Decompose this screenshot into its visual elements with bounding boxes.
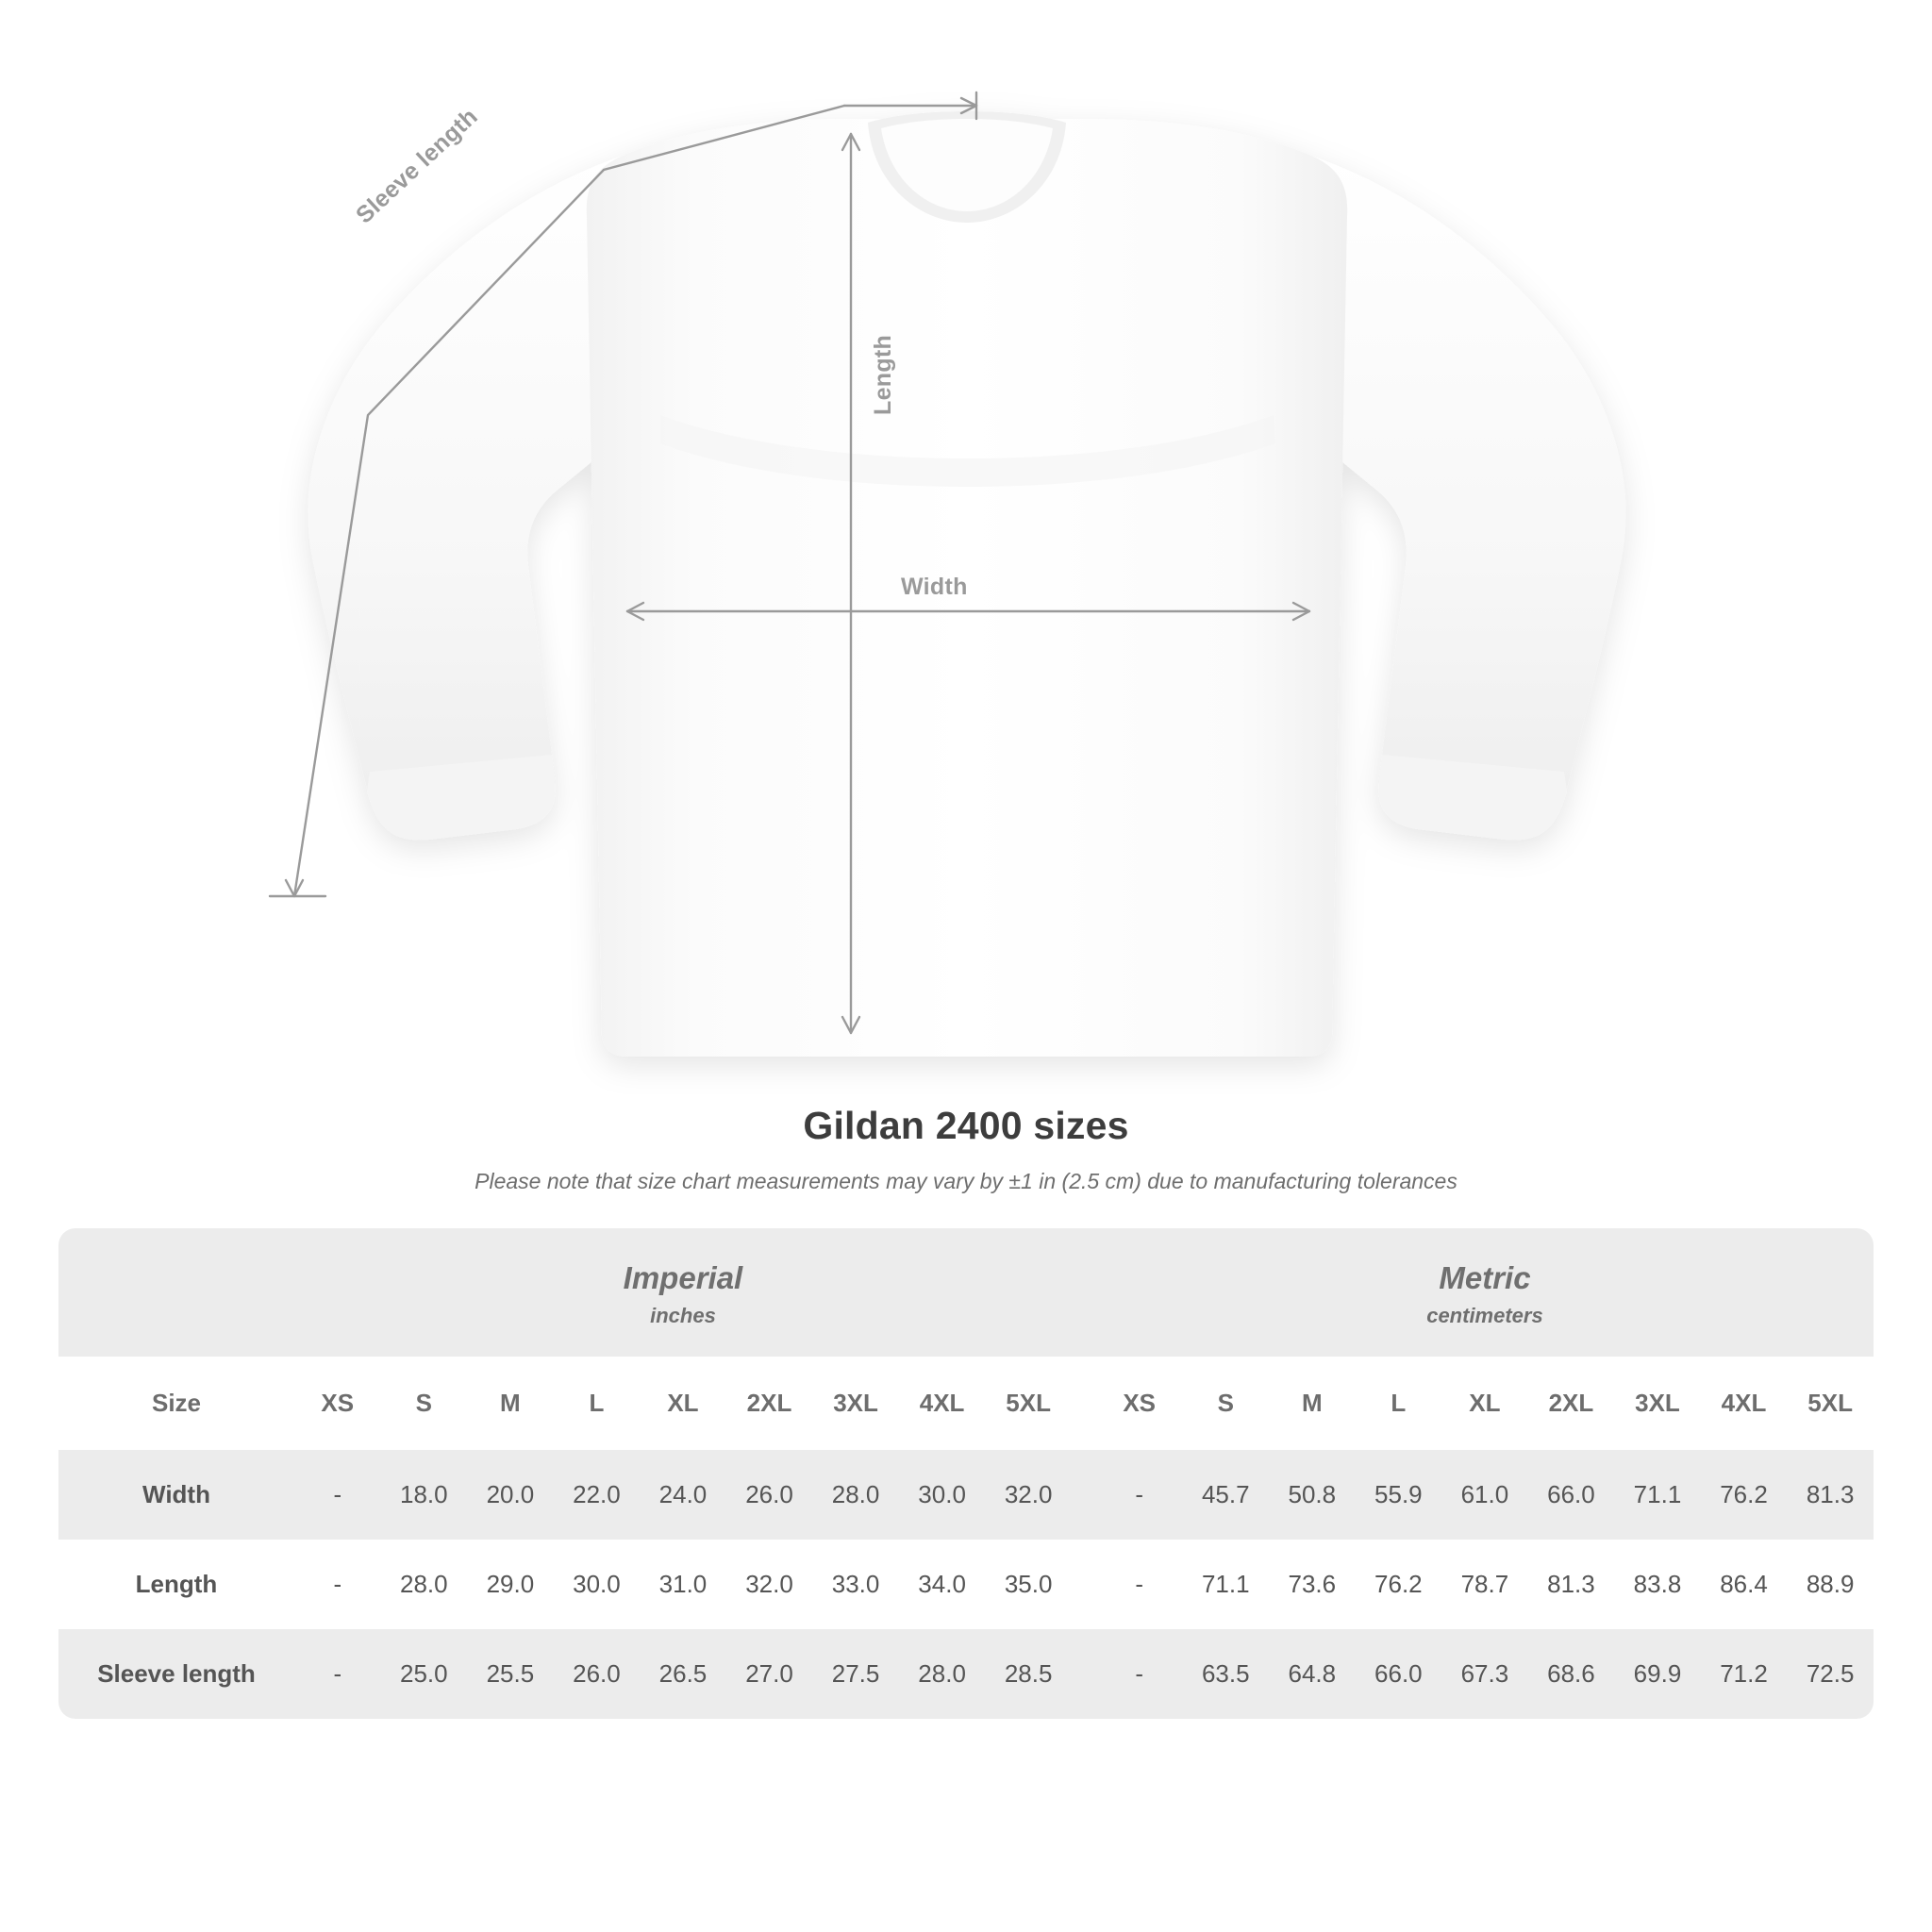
cell-length-metric-s: 71.1 xyxy=(1182,1540,1269,1629)
sleeve-length-dimension-label: Sleeve length xyxy=(351,103,483,229)
page-title: Gildan 2400 sizes xyxy=(803,1104,1129,1147)
unit-corner-cell xyxy=(58,1228,294,1357)
cell-length-spacer xyxy=(1072,1540,1096,1629)
cell-length-metric-m: 73.6 xyxy=(1269,1540,1356,1629)
cell-length-imperial-l: 30.0 xyxy=(554,1540,641,1629)
size-col-imperial-2xl: 2XL xyxy=(726,1357,813,1450)
size-col-metric-4xl: 4XL xyxy=(1701,1357,1788,1450)
size-col-imperial-m: M xyxy=(467,1357,554,1450)
size-col-metric-m: M xyxy=(1269,1357,1356,1450)
cell-width-metric-l: 55.9 xyxy=(1356,1450,1442,1540)
unit-metric-cell xyxy=(1096,1228,1874,1357)
cell-width-imperial-xl: 24.0 xyxy=(640,1450,726,1540)
unit-header-row xyxy=(58,1228,1874,1357)
length-dimension-label: Length xyxy=(870,334,896,415)
cell-sleeve-metric-2xl: 68.6 xyxy=(1528,1629,1615,1719)
cell-sleeve-metric-5xl: 72.5 xyxy=(1787,1629,1874,1719)
cell-length-imperial-m: 29.0 xyxy=(467,1540,554,1629)
cell-width-imperial-s: 18.0 xyxy=(381,1450,468,1540)
cell-sleeve-imperial-5xl: 28.5 xyxy=(985,1629,1072,1719)
tolerance-note: Please note that size chart measurements may vary by ±1 in (2.5 cm) due to manufacturing tolerances xyxy=(475,1169,1457,1193)
cell-width-metric-2xl: 66.0 xyxy=(1528,1450,1615,1540)
size-col-imperial-3xl: 3XL xyxy=(812,1357,899,1450)
cell-sleeve-metric-l: 66.0 xyxy=(1356,1629,1442,1719)
table-row xyxy=(58,1540,1874,1629)
title-block xyxy=(0,1104,1932,1194)
cell-length-imperial-xs: - xyxy=(294,1540,381,1629)
cell-width-imperial-2xl: 26.0 xyxy=(726,1450,813,1540)
cell-width-metric-4xl: 76.2 xyxy=(1701,1450,1788,1540)
size-col-spacer xyxy=(1072,1357,1096,1450)
cell-sleeve-metric-s: 63.5 xyxy=(1182,1629,1269,1719)
unit-imperial-sub: inches xyxy=(650,1304,716,1327)
width-dimension-label: Width xyxy=(901,574,968,600)
cell-sleeve-metric-xl: 67.3 xyxy=(1441,1629,1528,1719)
cell-width-imperial-5xl: 32.0 xyxy=(985,1450,1072,1540)
cell-sleeve-imperial-2xl: 27.0 xyxy=(726,1629,813,1719)
size-header-row xyxy=(58,1357,1874,1450)
unit-imperial-name: Imperial xyxy=(623,1260,743,1295)
cell-length-metric-xl: 78.7 xyxy=(1441,1540,1528,1629)
cell-width-imperial-4xl: 30.0 xyxy=(899,1450,986,1540)
cell-length-imperial-xl: 31.0 xyxy=(640,1540,726,1629)
size-col-imperial-xs: XS xyxy=(294,1357,381,1450)
size-col-imperial-5xl: 5XL xyxy=(985,1357,1072,1450)
cell-sleeve-metric-xs: - xyxy=(1096,1629,1183,1719)
cell-length-imperial-s: 28.0 xyxy=(381,1540,468,1629)
size-table xyxy=(58,1228,1874,1719)
table-row xyxy=(58,1629,1874,1719)
cell-length-metric-3xl: 83.8 xyxy=(1614,1540,1701,1629)
size-header-label: Size xyxy=(58,1357,294,1450)
cell-length-metric-4xl: 86.4 xyxy=(1701,1540,1788,1629)
unit-spacer-cell xyxy=(1072,1228,1096,1357)
size-col-metric-xl: XL xyxy=(1441,1357,1528,1450)
cell-length-metric-l: 76.2 xyxy=(1356,1540,1442,1629)
size-col-imperial-s: S xyxy=(381,1357,468,1450)
row-label-sleeve-length: Sleeve length xyxy=(58,1629,294,1719)
cell-length-imperial-4xl: 34.0 xyxy=(899,1540,986,1629)
size-table-wrapper xyxy=(58,1228,1874,1719)
size-col-metric-3xl: 3XL xyxy=(1614,1357,1701,1450)
cell-sleeve-imperial-m: 25.5 xyxy=(467,1629,554,1719)
size-col-imperial-xl: XL xyxy=(640,1357,726,1450)
cell-sleeve-metric-3xl: 69.9 xyxy=(1614,1629,1701,1719)
unit-metric-name: Metric xyxy=(1439,1260,1531,1295)
cell-length-imperial-5xl: 35.0 xyxy=(985,1540,1072,1629)
cell-sleeve-imperial-s: 25.0 xyxy=(381,1629,468,1719)
cell-width-metric-xs: - xyxy=(1096,1450,1183,1540)
cell-sleeve-imperial-3xl: 27.5 xyxy=(812,1629,899,1719)
size-col-metric-xs: XS xyxy=(1096,1357,1183,1450)
cell-length-metric-xs: - xyxy=(1096,1540,1183,1629)
size-col-metric-s: S xyxy=(1182,1357,1269,1450)
cell-sleeve-imperial-xs: - xyxy=(294,1629,381,1719)
cell-width-imperial-3xl: 28.0 xyxy=(812,1450,899,1540)
cell-width-metric-5xl: 81.3 xyxy=(1787,1450,1874,1540)
size-col-metric-2xl: 2XL xyxy=(1528,1357,1615,1450)
unit-imperial-cell xyxy=(294,1228,1072,1357)
cell-width-imperial-m: 20.0 xyxy=(467,1450,554,1540)
cell-sleeve-metric-m: 64.8 xyxy=(1269,1629,1356,1719)
size-col-imperial-l: L xyxy=(554,1357,641,1450)
cell-sleeve-spacer xyxy=(1072,1629,1096,1719)
size-col-imperial-4xl: 4XL xyxy=(899,1357,986,1450)
row-label-width: Width xyxy=(58,1450,294,1540)
table-row xyxy=(58,1450,1874,1540)
cell-width-imperial-l: 22.0 xyxy=(554,1450,641,1540)
cell-length-metric-5xl: 88.9 xyxy=(1787,1540,1874,1629)
cell-length-imperial-2xl: 32.0 xyxy=(726,1540,813,1629)
cell-width-imperial-xs: - xyxy=(294,1450,381,1540)
cell-sleeve-metric-4xl: 71.2 xyxy=(1701,1629,1788,1719)
cell-sleeve-imperial-xl: 26.5 xyxy=(640,1629,726,1719)
cell-width-spacer xyxy=(1072,1450,1096,1540)
cell-sleeve-imperial-4xl: 28.0 xyxy=(899,1629,986,1719)
row-label-length: Length xyxy=(58,1540,294,1629)
cell-width-metric-xl: 61.0 xyxy=(1441,1450,1528,1540)
cell-length-imperial-3xl: 33.0 xyxy=(812,1540,899,1629)
unit-metric-sub: centimeters xyxy=(1426,1304,1543,1327)
cell-length-metric-2xl: 81.3 xyxy=(1528,1540,1615,1629)
size-col-metric-l: L xyxy=(1356,1357,1442,1450)
cell-width-metric-s: 45.7 xyxy=(1182,1450,1269,1540)
cell-width-metric-m: 50.8 xyxy=(1269,1450,1356,1540)
cell-width-metric-3xl: 71.1 xyxy=(1614,1450,1701,1540)
cell-sleeve-imperial-l: 26.0 xyxy=(554,1629,641,1719)
size-col-metric-5xl: 5XL xyxy=(1787,1357,1874,1450)
